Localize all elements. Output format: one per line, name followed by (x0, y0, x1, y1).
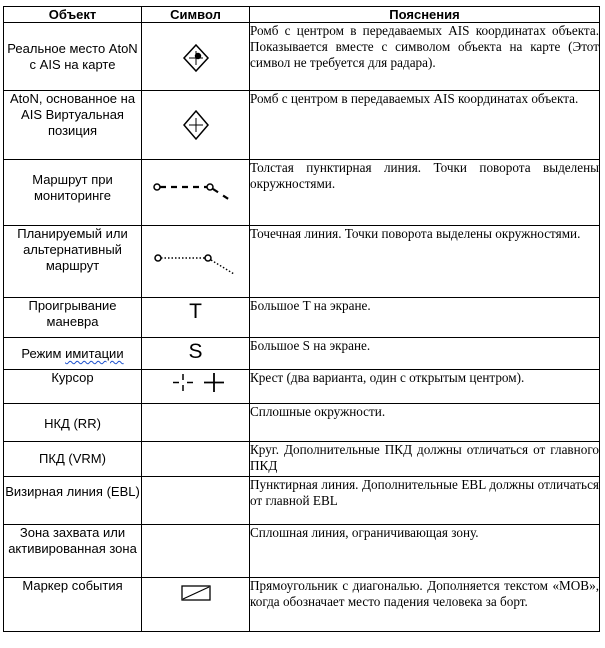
diamond-crosshair-icon (142, 91, 250, 160)
table-row (4, 442, 600, 477)
object-cell: ПКД (VRM) (4, 442, 142, 477)
simulation-mode-symbol: S (188, 340, 203, 363)
dotted-route-icon (142, 226, 250, 298)
symbol-cell (142, 404, 250, 442)
notes-cell: Сплошные окружности. (250, 404, 600, 442)
table-row (4, 578, 600, 632)
rectangle-diagonal-icon (142, 578, 250, 632)
header-row (4, 7, 600, 23)
notes-cell: Точечная линия. Точки поворота выделены окружностями. (250, 226, 600, 298)
symbol-cell (142, 226, 250, 298)
symbol-cell (142, 298, 250, 338)
object-cell: Визирная линия (EBL) (4, 477, 142, 525)
object-text-spellcheck: имитации (65, 346, 124, 361)
header-notes: Пояснения (250, 7, 600, 23)
object-cell: Планируемый или альтернативный маршрут (4, 226, 142, 298)
notes-cell: Большое T на экране. (250, 298, 600, 338)
notes-cell: Ромб с центром в передаваемых AIS координатах объекта. Показывается вместе с символом объекта на карте (Этот символ не требуется для радара). (250, 23, 600, 91)
object-cell: Проигрывание маневра (4, 298, 142, 338)
notes-cell: Круг. Дополнительные ПКД должны отличаться от главного ПКД (250, 442, 600, 477)
header-object: Объект (4, 7, 142, 23)
table-row (4, 404, 600, 442)
notes-cell: Большое S на экране. (250, 338, 600, 370)
table-row (4, 338, 600, 370)
notes-cell: Толстая пунктирная линия. Точки поворота выделены окружностями. (250, 160, 600, 226)
object-text: Режим (21, 346, 66, 361)
notes-cell: Ромб с центром в передаваемых AIS координатах объекта. (250, 91, 600, 160)
symbol-cell (142, 442, 250, 477)
table-row (4, 298, 600, 338)
symbol-cell (142, 91, 250, 160)
object-cell: Маршрут при мониторинге (4, 160, 142, 226)
symbol-cell (142, 578, 250, 632)
dashed-route-icon (142, 160, 250, 226)
object-cell: Курсор (4, 370, 142, 404)
table-row (4, 23, 600, 91)
symbol-cell (142, 338, 250, 370)
object-cell (4, 338, 142, 370)
object-cell: AtoN, основанное на AIS Виртуальная позиция (4, 91, 142, 160)
header-symbol: Символ (142, 7, 250, 23)
table-row (4, 226, 600, 298)
symbol-cell (142, 160, 250, 226)
notes-cell: Крест (два варианта, один с открытым центром). (250, 370, 600, 404)
table-row (4, 477, 600, 525)
symbol-cell (142, 477, 250, 525)
table-row (4, 525, 600, 578)
table-row (4, 160, 600, 226)
symbol-cell (142, 23, 250, 91)
notes-cell: Сплошная линия, ограничивающая зону. (250, 525, 600, 578)
object-cell: Маркер события (4, 578, 142, 632)
cursor-crosses-icon (142, 370, 250, 404)
symbol-cell (142, 370, 250, 404)
notes-cell: Пунктирная линия. Дополнительные EBL должны отличаться от главной EBL (250, 477, 600, 525)
table-row (4, 91, 600, 160)
object-cell: Реальное место AtoN с AIS на карте (4, 23, 142, 91)
object-cell: НКД (RR) (4, 404, 142, 442)
object-cell: Зона захвата или активированная зона (4, 525, 142, 578)
diamond-crosshair-dot-icon (142, 23, 250, 91)
notes-cell: Прямоугольник с диагональю. Дополняется текстом «MOB», когда обозначает место падения человека за борт. (250, 578, 600, 632)
maneuver-playback-symbol: T (189, 300, 202, 323)
table-row (4, 370, 600, 404)
symbols-table (3, 6, 600, 632)
symbol-cell (142, 525, 250, 578)
